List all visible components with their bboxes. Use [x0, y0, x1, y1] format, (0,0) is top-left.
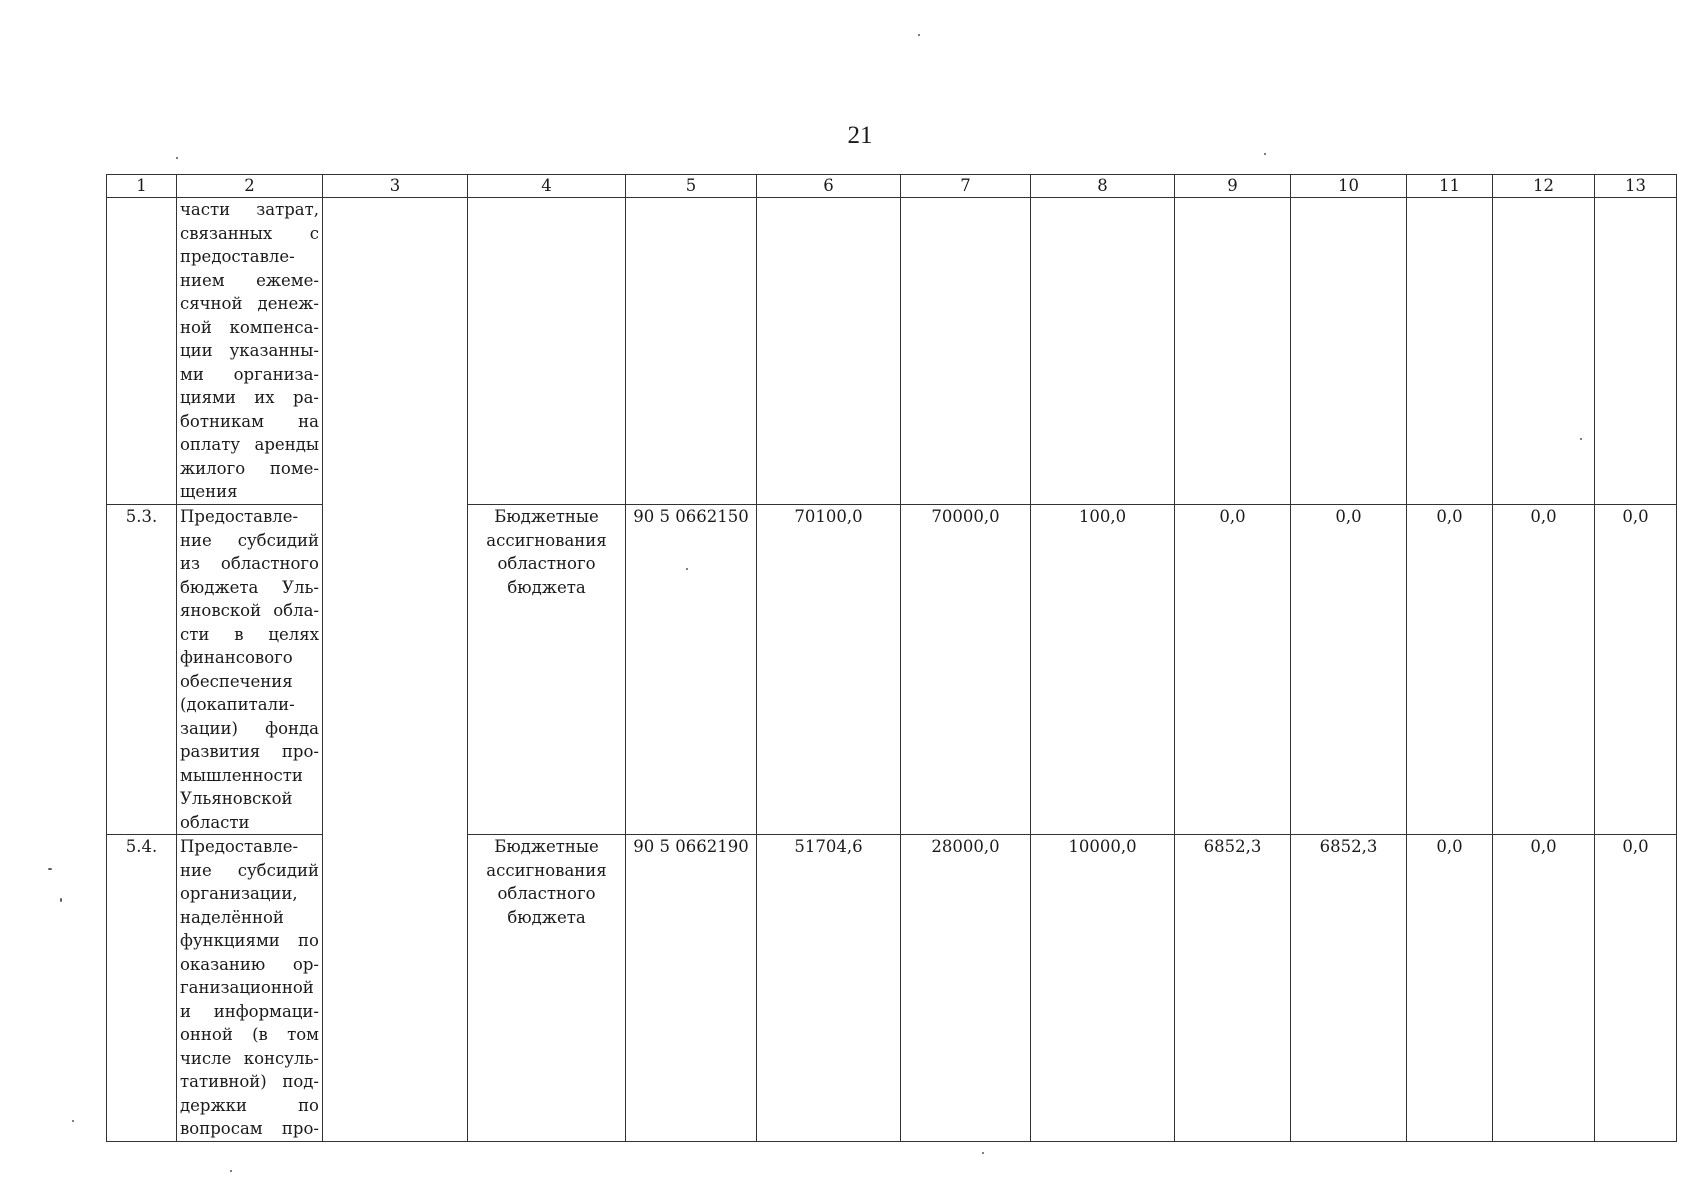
source-line: бюджета	[507, 577, 586, 597]
source-cell	[468, 198, 626, 505]
scan-speck	[918, 34, 920, 36]
value-cell	[1407, 198, 1493, 505]
source-line: ассигнования	[486, 860, 607, 880]
source-cell	[468, 505, 626, 835]
column-number-row	[107, 175, 1677, 198]
value-cell: 0,0	[1407, 835, 1493, 1142]
desc-line: вопросам про-	[180, 1119, 319, 1138]
desc-line: зации) фонда	[180, 718, 319, 738]
source-line: ассигнования	[486, 530, 607, 550]
col-header: 7	[901, 175, 1031, 198]
row-number	[107, 198, 177, 505]
col-header: 12	[1493, 175, 1595, 198]
desc-line: сти в целях	[180, 624, 319, 644]
code-cell: 90 5 0662190	[626, 835, 757, 1142]
desc-line: обеспечения	[180, 671, 293, 691]
col-header: 2	[177, 175, 323, 198]
desc-line: яновской обла-	[180, 601, 319, 620]
row-description	[177, 505, 323, 835]
scan-speck	[686, 568, 688, 570]
value-cell: 0,0	[1407, 505, 1493, 835]
desc-line: держки по	[180, 1095, 319, 1115]
desc-line: жилого поме-	[180, 458, 319, 478]
scan-speck	[72, 1120, 74, 1122]
col-header: 1	[107, 175, 177, 198]
desc-line: и информаци-	[180, 1001, 319, 1021]
value-cell: 6852,3	[1175, 835, 1291, 1142]
value-cell: 0,0	[1493, 835, 1595, 1142]
value-cell: 10000,0	[1031, 835, 1175, 1142]
desc-line: ние субсидий	[180, 530, 319, 550]
value-cell: 0,0	[1595, 505, 1677, 835]
code-cell	[626, 198, 757, 505]
scan-speck	[1264, 153, 1266, 155]
value-cell	[1175, 198, 1291, 505]
source-line: областного	[497, 884, 596, 903]
value-cell: 6852,3	[1291, 835, 1407, 1142]
scan-speck	[176, 157, 178, 159]
source-line: областного	[497, 554, 596, 573]
col-header: 8	[1031, 175, 1175, 198]
value-cell: 100,0	[1031, 505, 1175, 835]
desc-line: циями их ра-	[180, 388, 319, 407]
desc-line: организации,	[180, 884, 298, 903]
desc-line: оказанию ор-	[180, 954, 319, 974]
col-header: 4	[468, 175, 626, 198]
desc-line: Ульяновской	[180, 789, 293, 808]
budget-table	[106, 174, 1677, 1142]
scan-speck	[60, 898, 62, 902]
source-line: бюджета	[507, 907, 586, 927]
source-line: Бюджетные	[494, 507, 599, 526]
scan-speck	[48, 868, 52, 870]
desc-line: функциями по	[180, 931, 319, 950]
scan-speck	[1580, 438, 1582, 440]
desc-line: ной компенса-	[180, 317, 319, 337]
desc-line: нием ежеме-	[180, 270, 319, 290]
desc-line: предоставле-	[180, 247, 295, 266]
value-cell: 51704,6	[757, 835, 901, 1142]
code-cell: 90 5 0662150	[626, 505, 757, 835]
desc-line: финансового	[180, 648, 293, 667]
row-description	[177, 835, 323, 1142]
desc-line: щения	[180, 482, 238, 501]
desc-line: тативной) под-	[180, 1072, 319, 1091]
col-header: 3	[323, 175, 468, 198]
scan-speck	[982, 1152, 984, 1154]
desc-line: наделённой	[180, 907, 284, 927]
desc-line: оплату аренды	[180, 435, 319, 454]
col-header: 9	[1175, 175, 1291, 198]
row-description	[177, 198, 323, 505]
source-line: Бюджетные	[494, 837, 599, 856]
row-number: 5.4.	[107, 835, 177, 1142]
value-cell: 0,0	[1175, 505, 1291, 835]
desc-line: части затрат,	[180, 200, 319, 219]
col-header: 10	[1291, 175, 1407, 198]
value-cell	[1595, 198, 1677, 505]
desc-line: ции указанны-	[180, 341, 319, 360]
desc-line: Предоставле-	[180, 507, 299, 526]
value-cell: 70100,0	[757, 505, 901, 835]
col-header: 13	[1595, 175, 1677, 198]
value-cell: 0,0	[1595, 835, 1677, 1142]
desc-line: ботникам на	[180, 411, 319, 431]
table-row-continuation	[107, 198, 1677, 505]
desc-line: связанных с	[180, 223, 319, 243]
col-header: 5	[626, 175, 757, 198]
desc-line: онной (в том	[180, 1025, 319, 1044]
value-cell: 70000,0	[901, 505, 1031, 835]
value-cell	[1291, 198, 1407, 505]
col-header: 11	[1407, 175, 1493, 198]
desc-line: области	[180, 812, 250, 832]
desc-line: Предоставле-	[180, 837, 299, 856]
value-cell	[757, 198, 901, 505]
page-number: 21	[847, 122, 873, 149]
value-cell: 0,0	[1291, 505, 1407, 835]
desc-line: ми организа-	[180, 364, 319, 384]
desc-line: бюджета Уль-	[180, 577, 319, 597]
value-cell: 0,0	[1493, 505, 1595, 835]
desc-line: (докапитали-	[180, 695, 295, 714]
desc-line: из областного	[180, 554, 319, 573]
desc-line: ганизационной	[180, 978, 314, 997]
col3-cell	[323, 198, 468, 1142]
row-number: 5.3.	[107, 505, 177, 835]
scan-speck	[230, 1170, 232, 1172]
value-cell: 28000,0	[901, 835, 1031, 1142]
desc-line: числе консуль-	[180, 1048, 319, 1068]
desc-line: ние субсидий	[180, 860, 319, 880]
desc-line: развития про-	[180, 742, 319, 761]
value-cell	[1031, 198, 1175, 505]
col-header: 6	[757, 175, 901, 198]
desc-line: сячной денеж-	[180, 294, 319, 313]
desc-line: мышленности	[180, 765, 303, 785]
source-cell	[468, 835, 626, 1142]
value-cell	[901, 198, 1031, 505]
value-cell	[1493, 198, 1595, 505]
